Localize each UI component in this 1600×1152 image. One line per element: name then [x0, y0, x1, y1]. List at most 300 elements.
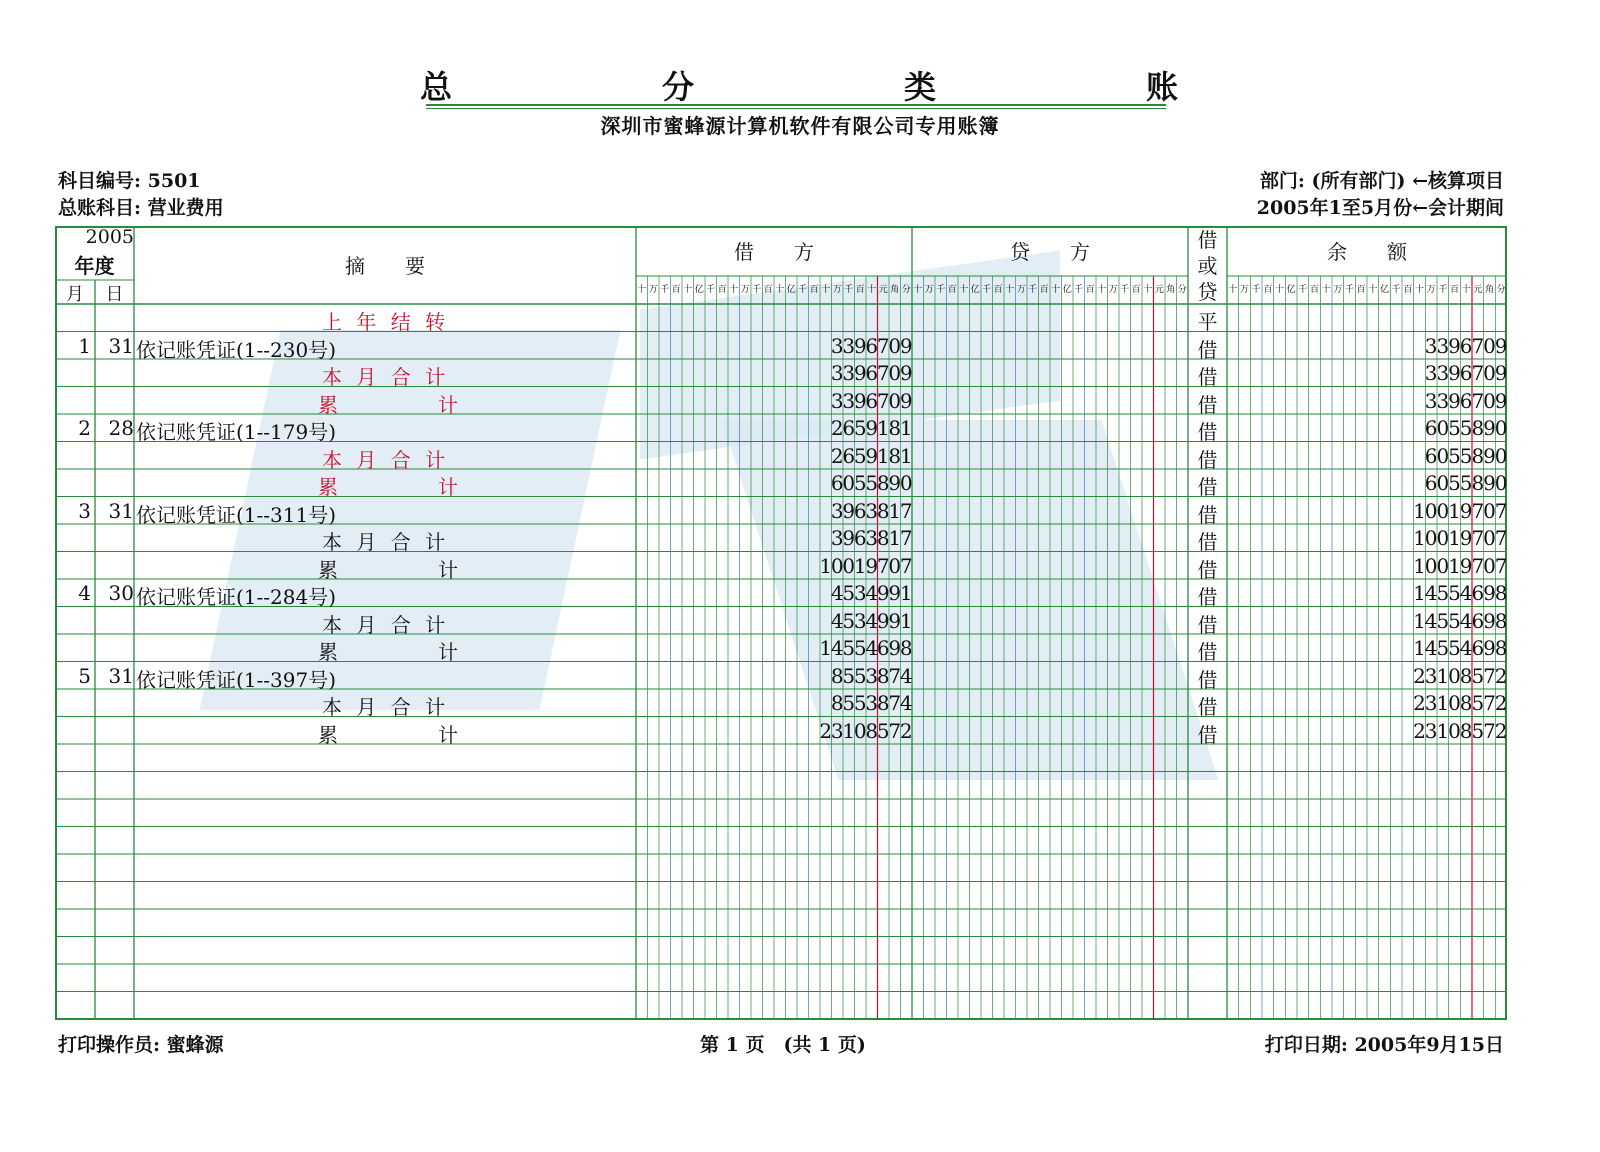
debit-unit-label: 十 — [729, 285, 739, 295]
debit-digit: 7 — [899, 553, 913, 578]
year-label: 2005 — [85, 226, 134, 248]
balance-unit-label: 万 — [1333, 285, 1343, 295]
balance-digit: 8 — [1471, 443, 1485, 468]
debit-digit: 9 — [888, 471, 902, 495]
summary-cell: 累 计 — [318, 722, 462, 747]
debit-digit: 9 — [842, 498, 856, 523]
balance-digit: 7 — [1471, 388, 1485, 413]
balance-unit-label: 千 — [1298, 285, 1308, 295]
month-cell: 5 — [78, 663, 91, 688]
balance-digit: 9 — [1483, 416, 1496, 440]
balance-digit: 7 — [1471, 498, 1485, 523]
summary-cell: 本 月 合 计 — [322, 447, 450, 472]
debit-digit: 9 — [853, 361, 867, 385]
title-underline — [426, 108, 1166, 109]
debit-digit: 6 — [876, 636, 890, 660]
debit-digit: 2 — [899, 718, 913, 743]
ledger-table — [55, 226, 1507, 1020]
debit-digit: 3 — [830, 361, 844, 385]
debit-unit-label: 十 — [867, 285, 877, 295]
balance-digit: 8 — [1494, 608, 1508, 633]
debit-digit: 9 — [888, 581, 902, 605]
balance-digit: 6 — [1424, 471, 1438, 495]
balance-unit-label: 十 — [1461, 285, 1471, 295]
balance-digit: 9 — [1483, 636, 1496, 660]
balance-unit-label: 百 — [1356, 285, 1366, 295]
debit-unit-label: 万 — [648, 285, 658, 295]
credit-unit-label: 万 — [1016, 285, 1026, 295]
balance-digit: 0 — [1448, 691, 1461, 715]
balance-digit: 1 — [1413, 581, 1426, 605]
balance-digit: 0 — [1448, 663, 1461, 688]
debit-digit: 1 — [899, 443, 913, 468]
balance-digit: 3 — [1436, 361, 1450, 385]
debit-digit: 9 — [876, 608, 890, 633]
balance-digit: 1 — [1413, 553, 1426, 578]
debit-unit-label: 百 — [717, 285, 727, 295]
summary-cell: 本 月 合 计 — [322, 612, 450, 637]
summary-cell: 累 计 — [318, 475, 462, 499]
dc-cell: 平 — [1197, 310, 1218, 334]
debit-digit: 5 — [853, 636, 867, 660]
balance-digit: 7 — [1483, 718, 1496, 743]
balance-digit: 8 — [1471, 416, 1485, 440]
debit-digit: 5 — [876, 718, 890, 743]
dc-header-char: 或 — [1197, 254, 1218, 278]
dc-cell: 借 — [1197, 420, 1218, 444]
balance-digit: 5 — [1471, 691, 1485, 715]
debit-unit-label: 百 — [763, 285, 773, 295]
debit-digit: 8 — [830, 691, 844, 715]
balance-digit: 3 — [1436, 333, 1450, 358]
summary-cell: 依记账凭证(1--397号) — [136, 667, 337, 692]
balance-digit: 3 — [1424, 388, 1438, 413]
debit-digit: 6 — [853, 526, 867, 550]
debit-unit-label: 十 — [775, 285, 785, 295]
dc-cell: 借 — [1197, 695, 1218, 719]
debit-digit: 1 — [819, 553, 833, 578]
balance-digit: 0 — [1436, 526, 1450, 550]
debit-digit: 9 — [888, 608, 902, 633]
summary-cell: 本 月 合 计 — [322, 695, 450, 719]
balance-digit: 9 — [1459, 553, 1473, 578]
credit-header: 贷 方 — [1010, 240, 1090, 264]
balance-digit: 0 — [1436, 553, 1450, 578]
summary-cell: 本 月 合 计 — [322, 365, 450, 389]
credit-unit-label: 十 — [1143, 285, 1153, 295]
debit-digit: 3 — [865, 526, 879, 550]
balance-digit: 4 — [1459, 608, 1473, 633]
balance-digit: 5 — [1448, 608, 1461, 633]
credit-unit-label: 百 — [1085, 285, 1095, 295]
balance-digit: 4 — [1459, 636, 1473, 660]
day-cell: 31 — [108, 498, 134, 523]
credit-unit-label: 千 — [1120, 285, 1130, 295]
debit-digit: 3 — [830, 388, 844, 413]
summary-cell: 依记账凭证(1--230号) — [136, 337, 337, 362]
day-cell: 30 — [108, 581, 134, 605]
balance-digit: 5 — [1448, 443, 1461, 468]
debit-digit: 7 — [876, 333, 890, 358]
debit-digit: 6 — [830, 471, 844, 495]
debit-digit: 5 — [842, 691, 856, 715]
credit-unit-label: 百 — [1131, 285, 1141, 295]
balance-digit: 9 — [1448, 333, 1461, 358]
credit-unit-label: 亿 — [970, 285, 980, 295]
balance-digit: 0 — [1424, 498, 1438, 523]
debit-digit: 3 — [853, 608, 867, 633]
debit-digit: 4 — [865, 608, 879, 633]
debit-digit: 6 — [865, 333, 879, 358]
credit-unit-label: 千 — [1028, 285, 1038, 295]
balance-digit: 2 — [1413, 718, 1426, 743]
print-date: 打印日期: 2005年9月15日 — [1264, 1034, 1504, 1056]
balance-digit: 5 — [1459, 443, 1473, 468]
balance-unit-label: 十 — [1321, 285, 1331, 295]
debit-digit: 3 — [865, 691, 879, 715]
balance-digit: 1 — [1413, 608, 1426, 633]
debit-digit: 4 — [865, 636, 879, 660]
balance-digit: 4 — [1424, 608, 1438, 633]
balance-digit: 5 — [1436, 636, 1450, 660]
debit-digit: 8 — [876, 663, 890, 688]
debit-digit: 3 — [853, 581, 867, 605]
balance-digit: 9 — [1459, 498, 1473, 523]
balance-digit: 0 — [1483, 526, 1496, 550]
dc-header-char: 借 — [1197, 228, 1218, 252]
debit-digit: 3 — [830, 333, 844, 358]
balance-unit-label: 角 — [1484, 285, 1494, 295]
debit-unit-label: 百 — [809, 285, 819, 295]
debit-digit: 4 — [830, 636, 844, 660]
balance-digit: 1 — [1436, 663, 1450, 688]
balance-digit: 8 — [1471, 471, 1485, 495]
summary-cell: 本 月 合 计 — [322, 530, 450, 554]
debit-unit-label: 万 — [740, 285, 750, 295]
balance-digit: 3 — [1424, 663, 1438, 688]
debit-digit: 5 — [853, 663, 867, 688]
balance-digit: 8 — [1494, 636, 1508, 660]
dc-cell: 借 — [1197, 392, 1218, 417]
dc-cell: 借 — [1197, 502, 1218, 527]
credit-unit-label: 十 — [959, 285, 969, 295]
debit-digit: 6 — [842, 443, 856, 468]
debit-digit: 1 — [876, 416, 890, 440]
debit-digit: 4 — [899, 691, 913, 715]
debit-digit: 1 — [853, 553, 867, 578]
debit-unit-label: 百 — [855, 285, 865, 295]
debit-digit: 0 — [830, 553, 844, 578]
debit-digit: 7 — [876, 388, 890, 413]
balance-digit: 0 — [1483, 498, 1496, 523]
balance-digit: 9 — [1483, 471, 1496, 495]
debit-digit: 4 — [830, 581, 844, 605]
debit-digit: 0 — [842, 553, 856, 578]
balance-unit-label: 万 — [1239, 285, 1249, 295]
balance-digit: 1 — [1448, 553, 1461, 578]
debit-digit: 6 — [842, 416, 856, 440]
balance-digit: 7 — [1471, 553, 1485, 578]
credit-unit-label: 十 — [1005, 285, 1015, 295]
debit-digit: 0 — [888, 361, 902, 385]
page-title — [420, 62, 1180, 108]
credit-unit-label: 百 — [993, 285, 1003, 295]
balance-digit: 0 — [1494, 443, 1508, 468]
subject-code: 科目编号: 5501 — [58, 170, 201, 192]
balance-digit: 5 — [1471, 663, 1485, 688]
balance-digit: 0 — [1436, 471, 1450, 495]
balance-digit: 1 — [1436, 718, 1450, 743]
debit-unit-label: 亿 — [786, 285, 796, 295]
balance-unit-label: 亿 — [1379, 285, 1389, 295]
balance-unit-label: 百 — [1309, 285, 1319, 295]
balance-digit: 0 — [1436, 416, 1450, 440]
balance-digit: 1 — [1436, 691, 1450, 715]
balance-unit-label: 千 — [1391, 285, 1401, 295]
debit-digit: 5 — [865, 471, 879, 495]
debit-digit: 6 — [865, 388, 879, 413]
credit-unit-label: 十 — [1051, 285, 1061, 295]
debit-digit: 8 — [876, 498, 890, 523]
debit-digit: 1 — [888, 526, 902, 550]
balance-digit: 2 — [1494, 663, 1508, 688]
balance-digit: 7 — [1483, 691, 1496, 715]
debit-unit-label: 千 — [798, 285, 808, 295]
debit-digit: 3 — [842, 388, 856, 413]
balance-digit: 0 — [1483, 553, 1496, 578]
balance-digit: 0 — [1424, 526, 1438, 550]
debit-digit: 1 — [876, 443, 890, 468]
balance-digit: 0 — [1483, 388, 1496, 413]
summary-cell: 依记账凭证(1--284号) — [136, 585, 337, 609]
balance-digit: 0 — [1494, 471, 1508, 495]
debit-digit: 8 — [876, 691, 890, 715]
debit-unit-label: 百 — [671, 285, 681, 295]
balance-unit-label: 十 — [1368, 285, 1378, 295]
debit-unit-label: 千 — [706, 285, 716, 295]
balance-digit: 2 — [1494, 718, 1508, 743]
debit-unit-label: 千 — [660, 285, 670, 295]
balance-digit: 7 — [1494, 526, 1508, 550]
debit-digit: 4 — [899, 663, 913, 688]
debit-digit: 3 — [842, 333, 856, 358]
debit-digit: 8 — [888, 416, 902, 440]
balance-digit: 5 — [1436, 581, 1450, 605]
summary-header: 摘 要 — [345, 254, 425, 278]
summary-cell: 依记账凭证(1--311号) — [136, 502, 337, 527]
dc-header-char: 贷 — [1197, 280, 1218, 304]
debit-digit: 7 — [876, 361, 890, 385]
balance-unit-label: 千 — [1344, 285, 1354, 295]
year-caption: 年度 — [74, 254, 115, 278]
debit-unit-label: 十 — [683, 285, 693, 295]
debit-digit: 5 — [853, 471, 867, 495]
dc-cell: 借 — [1197, 722, 1218, 747]
debit-digit: 7 — [888, 718, 902, 743]
credit-unit-label: 百 — [947, 285, 957, 295]
balance-digit: 9 — [1448, 388, 1461, 413]
credit-unit-label: 十 — [913, 285, 923, 295]
balance-digit: 3 — [1424, 333, 1438, 358]
debit-digit: 3 — [830, 718, 844, 743]
balance-digit: 7 — [1471, 333, 1485, 358]
balance-digit: 9 — [1494, 388, 1508, 413]
balance-digit: 5 — [1448, 416, 1461, 440]
month-cell: 2 — [78, 416, 91, 440]
debit-digit: 1 — [819, 636, 833, 660]
balance-digit: 8 — [1459, 718, 1473, 743]
balance-digit: 0 — [1436, 498, 1450, 523]
debit-digit: 5 — [842, 608, 856, 633]
balance-digit: 1 — [1413, 498, 1426, 523]
debit-unit-label: 角 — [890, 285, 900, 295]
balance-digit: 5 — [1448, 471, 1461, 495]
credit-unit-label: 千 — [982, 285, 992, 295]
debit-digit: 5 — [853, 416, 867, 440]
debit-unit-label: 十 — [821, 285, 831, 295]
debit-digit: 9 — [899, 361, 913, 385]
debit-digit: 1 — [888, 498, 902, 523]
title-char: 分 — [661, 68, 696, 106]
debit-digit: 9 — [899, 333, 913, 358]
balance-unit-label: 百 — [1403, 285, 1413, 295]
month-header: 月 — [66, 284, 84, 305]
balance-digit: 6 — [1471, 636, 1485, 660]
balance-digit: 9 — [1494, 333, 1508, 358]
debit-digit: 5 — [842, 581, 856, 605]
debit-digit: 2 — [830, 443, 844, 468]
department: 部门: (所有部门) ←核算项目 — [1259, 170, 1504, 192]
debit-digit: 5 — [853, 443, 867, 468]
debit-unit-label: 万 — [832, 285, 842, 295]
balance-digit: 5 — [1436, 608, 1450, 633]
balance-digit: 9 — [1494, 361, 1508, 385]
debit-digit: 7 — [888, 663, 902, 688]
balance-unit-label: 十 — [1228, 285, 1238, 295]
page-subtitle: 深圳市蜜蜂源计算机软件有限公司专用账簿 — [600, 114, 1000, 138]
balance-unit-label: 千 — [1438, 285, 1448, 295]
debit-digit: 5 — [842, 636, 856, 660]
day-cell: 31 — [108, 333, 134, 358]
balance-digit: 6 — [1424, 443, 1438, 468]
print-operator: 打印操作员: 蜜蜂源 — [58, 1034, 224, 1056]
debit-digit: 8 — [865, 718, 879, 743]
balance-digit: 6 — [1459, 333, 1473, 358]
balance-digit: 6 — [1459, 388, 1473, 413]
debit-unit-label: 元 — [878, 285, 888, 295]
debit-digit: 9 — [853, 333, 867, 358]
balance-digit: 6 — [1424, 416, 1438, 440]
debit-digit: 5 — [842, 663, 856, 688]
debit-digit: 9 — [853, 388, 867, 413]
subject-name: 总账科目: 营业费用 — [58, 197, 224, 219]
balance-digit: 3 — [1424, 691, 1438, 715]
day-header: 日 — [105, 284, 124, 305]
balance-digit: 9 — [1483, 608, 1496, 633]
debit-digit: 9 — [842, 526, 856, 550]
credit-unit-label: 分 — [1177, 285, 1187, 295]
credit-unit-label: 千 — [1074, 285, 1084, 295]
balance-digit: 4 — [1459, 581, 1473, 605]
debit-digit: 9 — [876, 581, 890, 605]
balance-digit: 7 — [1494, 553, 1508, 578]
balance-digit: 0 — [1436, 443, 1450, 468]
balance-unit-label: 亿 — [1286, 285, 1296, 295]
debit-digit: 3 — [865, 498, 879, 523]
debit-digit: 1 — [842, 718, 856, 743]
debit-digit: 4 — [865, 581, 879, 605]
balance-digit: 6 — [1471, 608, 1485, 633]
credit-unit-label: 亿 — [1062, 285, 1072, 295]
debit-digit: 8 — [888, 443, 902, 468]
balance-digit: 5 — [1448, 636, 1461, 660]
dc-cell: 借 — [1197, 667, 1218, 692]
debit-digit: 3 — [865, 663, 879, 688]
debit-unit-label: 亿 — [694, 285, 704, 295]
debit-digit: 9 — [888, 636, 902, 660]
balance-digit: 7 — [1471, 361, 1485, 385]
credit-unit-label: 元 — [1154, 285, 1164, 295]
debit-digit: 8 — [876, 471, 890, 495]
debit-digit: 0 — [899, 471, 913, 495]
debit-digit: 9 — [865, 553, 879, 578]
dc-cell: 借 — [1197, 612, 1218, 637]
debit-digit: 5 — [853, 691, 867, 715]
balance-digit: 7 — [1494, 498, 1508, 523]
balance-digit: 0 — [1424, 553, 1438, 578]
credit-unit-label: 百 — [1039, 285, 1049, 295]
dc-cell: 借 — [1197, 530, 1218, 554]
debit-digit: 0 — [888, 388, 902, 413]
balance-digit: 5 — [1471, 718, 1485, 743]
month-cell: 3 — [78, 498, 91, 523]
balance-digit: 0 — [1483, 333, 1496, 358]
debit-digit: 2 — [819, 718, 833, 743]
debit-digit: 7 — [899, 498, 913, 523]
credit-unit-label: 角 — [1166, 285, 1176, 295]
balance-digit: 6 — [1471, 581, 1485, 605]
title-char: 类 — [903, 68, 938, 106]
balance-digit: 2 — [1413, 663, 1426, 688]
debit-unit-label: 十 — [637, 285, 647, 295]
balance-digit: 3 — [1424, 361, 1438, 385]
balance-digit: 1 — [1413, 526, 1426, 550]
balance-digit: 4 — [1424, 636, 1438, 660]
debit-digit: 1 — [899, 416, 913, 440]
balance-digit: 8 — [1459, 663, 1473, 688]
title-char: 总 — [420, 68, 455, 106]
dc-cell: 借 — [1197, 475, 1218, 499]
balance-digit: 0 — [1483, 361, 1496, 385]
balance-digit: 9 — [1459, 526, 1473, 550]
balance-digit: 2 — [1413, 691, 1426, 715]
balance-digit: 9 — [1448, 361, 1461, 385]
balance-unit-label: 分 — [1496, 285, 1506, 295]
balance-digit: 9 — [1483, 443, 1496, 468]
balance-digit: 1 — [1448, 498, 1461, 523]
debit-digit: 6 — [865, 361, 879, 385]
dc-cell: 借 — [1197, 447, 1218, 472]
debit-digit: 9 — [865, 416, 879, 440]
debit-header: 借 方 — [734, 240, 814, 264]
balance-digit: 5 — [1459, 471, 1473, 495]
summary-cell: 累 计 — [318, 392, 462, 417]
balance-digit: 6 — [1459, 361, 1473, 385]
month-cell: 1 — [78, 333, 91, 358]
debit-digit: 2 — [830, 416, 844, 440]
debit-digit: 3 — [842, 361, 856, 385]
summary-cell: 依记账凭证(1--179号) — [136, 420, 337, 444]
